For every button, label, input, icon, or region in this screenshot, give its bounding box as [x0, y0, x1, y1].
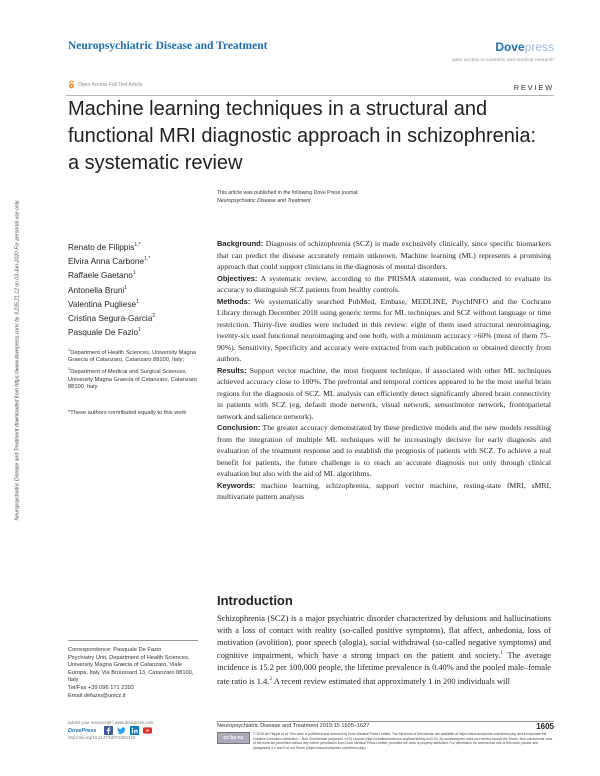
abstract-results: Results: Support vector machine, the most frequent technique, if associated with other ML techniques achieved accuracy close to 100%. The prefrontal and temporal cortices appeared to be the most useful brain regions for the diagnosis of SCZ. ML analysis can efficiently detect significantly altered brain connectivity in patients with SCZ (eg, default mode network, visual network, sensorimotor network, frontoparietal network and salience network). — [217, 365, 552, 421]
publication-note — [217, 189, 359, 205]
author-item[interactable]: Renato de Filippis$^{1,*}$ — [68, 241, 141, 252]
brand-suffix: press — [524, 40, 554, 54]
affiliations: $^1$Department of Health Sciences, University Magna Graecia of Catanzaro, Catanzaro 88100, Italy; $^2$Department of Medical and Surgical Sciences, University Magna Graecia of Catanzaro, Catanzaro 88100, Italy — [68, 347, 197, 391]
twitter-icon[interactable] — [117, 726, 126, 735]
pub-note-journal: Neuropsychiatric Disease and Treatment — [217, 198, 311, 204]
footer-left — [68, 720, 198, 741]
open-access-label: Open Access Full Text Article — [78, 81, 143, 88]
brand-tagline: open access to scientific and medical research — [451, 57, 554, 62]
article-title: Machine learning techniques in a structural and functional MRI diagnostic approach in schizophrenia: a systematic review — [68, 98, 537, 174]
abstract-conclusion: Conclusion: The greater accuracy demonstrated by these predictive models and the new models resulting from the integration of multiple ML techniques will be increasingly decisive for early diagnosis and evaluation of the treatment response and to establish the prognosis of patients with SCZ. To achieve a real benefit for patients, the future challenge is to reach an accurate diagnosis not only through clinical evaluation but also with the aid of ML algorithms. — [217, 423, 551, 478]
brand-name: Dove — [495, 40, 525, 54]
download-watermark — [3, 130, 33, 590]
journal-citation: Neuropsychiatric Disease and Treatment 2019:15 1605–1627 — [217, 723, 370, 729]
watermark-text: Neuropsychiatric Disease and Treatment downloaded from https://www.dovepress.com/ by 3.235.21.12 on 03-Jun-2020 For personal use only. — [14, 199, 21, 521]
author-item[interactable]: Elvira Anna Carbone$^{1,*}$ — [68, 255, 151, 266]
correspondence-divider — [68, 640, 198, 641]
youtube-icon[interactable] — [143, 726, 152, 735]
footer-divider — [217, 721, 554, 722]
facebook-icon[interactable] — [104, 726, 113, 735]
correspondence-block — [68, 647, 203, 700]
author-item[interactable]: Raffaele Gaetano$^1$ — [68, 270, 136, 281]
correspondence-email[interactable]: Email defazio@unicz.it — [68, 692, 126, 699]
author-item[interactable]: Cristina Segura-Garcia$^2$ — [68, 312, 156, 323]
article-type: REVIEW — [513, 83, 554, 92]
author-item[interactable]: Pasquale De Fazio$^1$ — [68, 326, 141, 337]
license-block — [217, 732, 554, 750]
correspondence-phone: Tel/Fax +39 096 171 2393 — [68, 684, 134, 691]
correspondence-label: Correspondence: Pasquale De Fazio — [68, 647, 162, 653]
equal-contribution-note: *These authors contributed equally to this work — [68, 410, 187, 416]
dovepress-logo[interactable] — [495, 40, 554, 54]
dovepress-mini-logo[interactable]: DovePress — [68, 727, 97, 734]
author-item[interactable]: Valentina Pugliese$^1$ — [68, 298, 139, 309]
abstract-keywords: Keywords: machine learning, schizophrenia, support vector machine, resting-state fMRI, sMRI, multivariate pattern analysis — [217, 480, 551, 501]
author-item[interactable]: Antonella Bruni$^1$ — [68, 284, 128, 295]
pub-note-line1: This article was published in the following Dove Press journal: — [217, 190, 359, 196]
reference-link[interactable]: 2 — [269, 675, 273, 682]
correspondence-address: Psychiatry Unit, Department of Health Sciences, University Magna Græcia of Catanzaro, Viale Europa, Italy Via Broussard 13, Catanzaro 88100, Italy — [68, 654, 194, 684]
introduction-heading: Introduction — [217, 593, 293, 608]
license-text: © 2019 de Filippis et al. This work is published and licensed by Dove Medical Press Limited. The full terms of this license are available at https://www.dovepress.com/terms.php and incorporate the Creative Commons Attribution – Non Commercial (unported, v3.0) License (http://creativecommons.org/licenses/by-nc/3.0/). By accessing the work you hereby accept the Terms. Non-commercial uses of the work are permitted without any further permission from Dove Medical Press Limited, provided the work is properly attributed. For permission for commercial use of this work, please see paragraphs 4.2 and 5 of our Terms (https://www.dovepress.com/terms.php). — [253, 732, 553, 750]
open-lock-icon — [68, 80, 75, 89]
social-links — [104, 726, 152, 735]
doi-link[interactable]: http://doi.org/10.2147/NDT.S202418 — [68, 735, 135, 740]
author-list — [68, 239, 208, 338]
reference-link[interactable]: 1 — [500, 650, 504, 657]
open-access-badge — [68, 80, 142, 89]
abstract-objectives: Objectives: A systematic review, according to the PRISMA statement, was conducted to evaluate its accuracy to distinguish SCZ patients from healthy controls. — [217, 273, 552, 294]
journal-name: Neuropsychiatric Disease and Treatment — [68, 40, 268, 52]
submit-manuscript-link[interactable]: submit your manuscript | www.dovepress.com — [68, 720, 154, 725]
abstract — [217, 238, 551, 503]
introduction-text: Schizophrenia (SCZ) is a major psychiatric disorder characterized by delusions and hallucinations with a loss of contact with reality (so-called positive symptoms), flat affect, anhedonia, loss of motivation (avolition), poor speech (alogia), social withdrawal (so-called negative symptoms) and cognitive impairment, which have a strong impact on the patient and society.$^1$ The average incidence is 15.2 per 100,000 people, the lifetime prevalence is 0.40% and the pooled male–female rate ratio is 1.4.$^2$ A recent review estimated that approximately 1 in 200 individuals will — [217, 614, 551, 686]
abstract-background: Background: Diagnosis of schizophrenia (SCZ) is made exclusively clinically, since specific biomarkers that can predict the disease accurately remain unknown. Machine learning (ML) represents a promising approach that could support clinicians in the diagnosis of mental disorders. — [217, 239, 552, 271]
creative-commons-badge[interactable]: cc by-nc — [217, 732, 250, 744]
abstract-methods: Methods: We systematically searched PubMed, Embase, MEDLINE, PsychINFO and the Cochrane Library through December 2018 using generic terms for ML techniques and SCZ without language or time restriction. Thirty-five studies were included in this review: eight of them used structural neuroimaging, twenty-six used functional neuroimaging and one both, with a minimum accuracy >60% (most of them 75–90%). Sensitivity, Specificity and accuracy were extracted from each publication or obtained directly from authors. — [217, 296, 551, 363]
linkedin-icon[interactable] — [130, 726, 139, 735]
page-number: 1605 — [536, 722, 554, 731]
